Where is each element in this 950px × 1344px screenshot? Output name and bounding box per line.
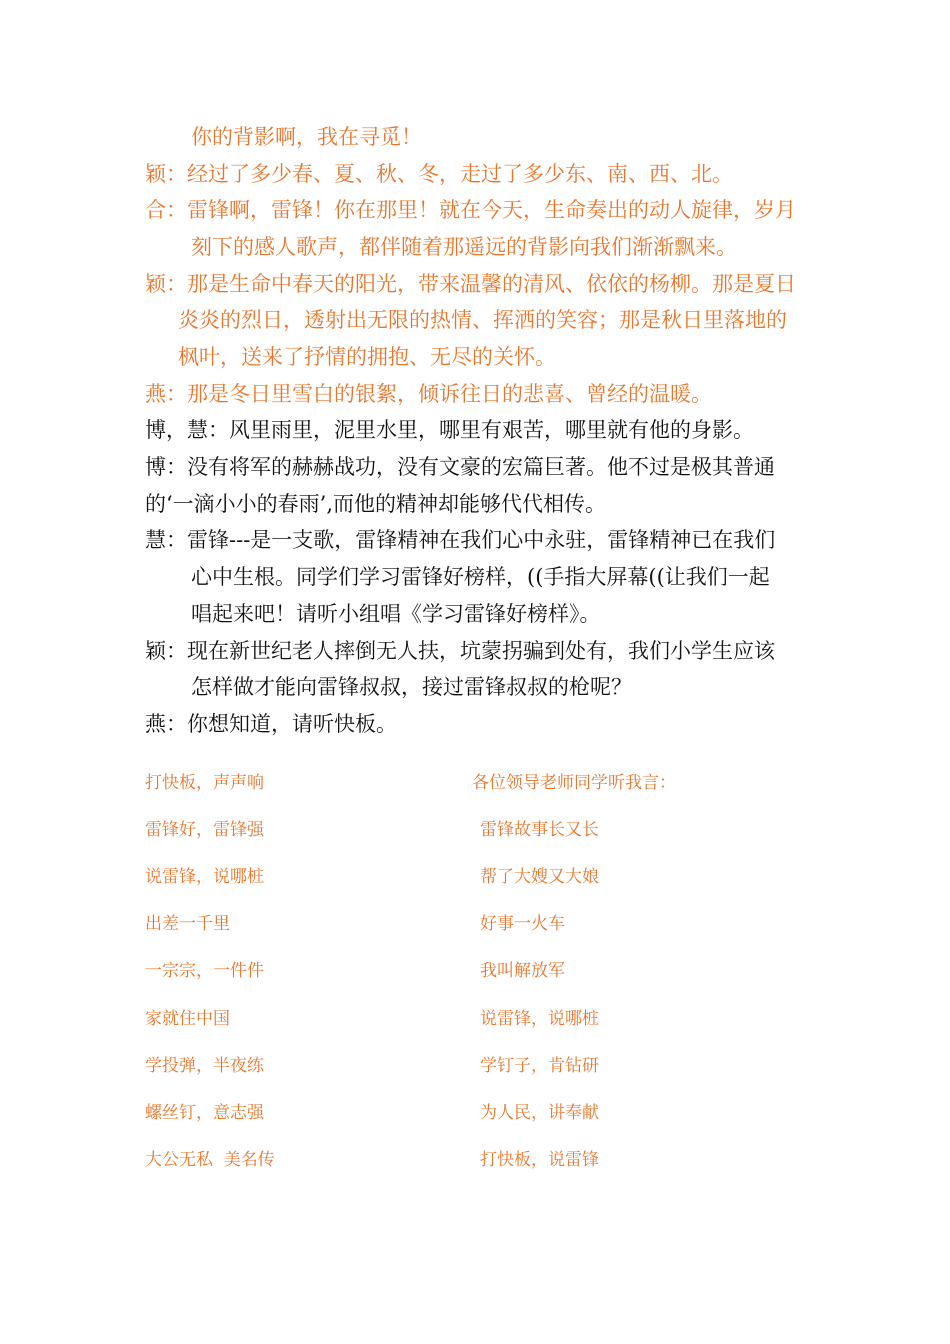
kuaiban-left-line: 说雷锋，说哪桩 [145, 867, 264, 887]
kuaiban-right-line: 帮了大嫂又大娘 [480, 867, 599, 887]
kuaiban-right-line: 各位领导老师同学听我言： [472, 773, 676, 793]
kuaiban-left-line: 大公无私 美名传 [145, 1150, 275, 1170]
kuaiban-right-line: 为人民，讲奉献 [480, 1103, 599, 1123]
script-line: 博：没有将军的赫赫战功，没有文豪的宏篇巨著。他不过是极其普通 [145, 455, 775, 479]
kuaiban-left-line: 一宗宗，一件件 [145, 961, 264, 981]
kuaiban-left-line: 学投弹，半夜练 [145, 1056, 264, 1076]
kuaiban-left-line: 螺丝钉，意志强 [145, 1103, 264, 1123]
script-line: 博，慧：风里雨里，泥里水里，哪里有艰苦，哪里就有他的身影。 [145, 418, 754, 442]
kuaiban-left-line: 打快板，声声响 [145, 773, 264, 793]
script-line: 颖：经过了多少春、夏、秋、冬，走过了多少东、南、西、北。 [145, 162, 733, 186]
script-line: 枫叶，送来了抒情的拥抱、无尽的关怀。 [178, 345, 556, 369]
kuaiban-right-line: 打快板，说雷锋 [480, 1150, 599, 1170]
kuaiban-left-line: 雷锋好，雷锋强 [145, 820, 264, 840]
script-line: 的‘一滴小小的春雨’,而他的精神却能够代代相传。 [145, 492, 607, 516]
script-line: 燕：你想知道，请听快板。 [145, 712, 397, 736]
script-line: 怎样做才能向雷锋叔叔，接过雷锋叔叔的枪呢？ [191, 675, 632, 699]
script-line: 炎炎的烈日，透射出无限的热情、挥洒的笑容；那是秋日里落地的 [178, 308, 787, 332]
kuaiban-left-line: 家就住中国 [145, 1009, 230, 1029]
kuaiban-right-line: 雷锋故事长又长 [480, 820, 599, 840]
kuaiban-right-line: 学钉子，肯钻研 [480, 1056, 599, 1076]
kuaiban-right-line: 说雷锋，说哪桩 [480, 1009, 599, 1029]
script-line: 颖：那是生命中春天的阳光，带来温馨的清风、依依的杨柳。那是夏日 [145, 272, 796, 296]
script-line: 唱起来吧！请听小组唱《学习雷锋好榜样》。 [191, 602, 601, 626]
script-line: 刻下的感人歌声，都伴随着那遥远的背影向我们渐渐飘来。 [191, 235, 737, 259]
script-line: 慧：雷锋---是一支歌，雷锋精神在我们心中永驻，雷锋精神已在我们 [145, 528, 776, 552]
kuaiban-right-line: 我叫解放军 [480, 961, 565, 981]
script-line: 你的背影啊，我在寻觅！ [191, 125, 422, 149]
script-line: 合：雷锋啊，雷锋！你在那里！就在今天，生命奏出的动人旋律，岁月 [145, 198, 796, 222]
kuaiban-left-line: 出差一千里 [145, 914, 230, 934]
kuaiban-right-line: 好事一火车 [480, 914, 565, 934]
script-line: 心中生根。同学们学习雷锋好榜样，((手指大屏幕((让我们一起 [191, 565, 770, 589]
script-line: 颖：现在新世纪老人摔倒无人扶，坑蒙拐骗到处有，我们小学生应该 [145, 639, 775, 663]
script-line: 燕：那是冬日里雪白的银絮，倾诉往日的悲喜、曾经的温暖。 [145, 382, 712, 406]
